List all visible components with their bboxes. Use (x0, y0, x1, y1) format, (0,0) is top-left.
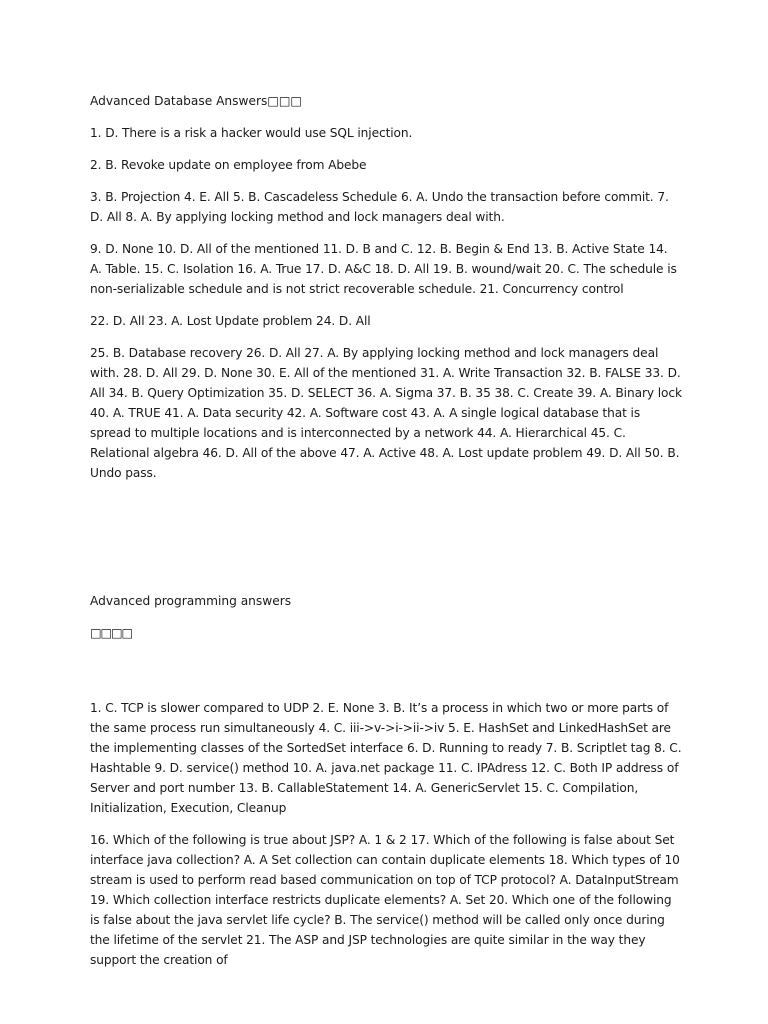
answer-paragraph: 3. B. Projection 4. E. All 5. B. Cascadeless Schedule 6. A. Undo the transaction before commit. 7. D. All 8. A. By applying locking method and lock managers deal with. (90, 190, 669, 224)
document-page (90, 91, 682, 982)
answer-paragraph: 22. D. All 23. A. Lost Update problem 24. D. All (90, 314, 371, 328)
answer-paragraph: 9. D. None 10. D. All of the mentioned 11. D. B and C. 12. B. Begin & End 13. B. Active State 14. A. Table. 15. C. Isolation 16. A. True 17. D. A&C 18. D. All 19. B. wound/wait 20. C. The schedule is non-serializable schedule and is not strict recoverable schedule. 21. Concurrency control (90, 242, 677, 296)
answer-paragraph: 2. B. Revoke update on employee from Abebe (90, 158, 367, 172)
spacer (90, 655, 682, 698)
answer-paragraph: 1. D. There is a risk a hacker would use SQL injection. (90, 126, 413, 140)
spacer (90, 495, 682, 591)
answer-paragraph: 16. Which of the following is true about JSP? A. 1 & 2 17. Which of the following is false about Set interface java collection? A. A Set collection can contain duplicate elements 18. Which types of 10 stream is used to perform read based communication on top of TCP protocol? A. DataInputStream 19. Which collection interface restricts duplicate elements? A. Set 20. Which one of the following is false about the java servlet life cycle? B. The service() method will be called only once during the lifetime of the servlet 21. The ASP and JSP technologies are quite similar in the way they support the creation of (90, 833, 680, 967)
answer-paragraph: 1. C. TCP is slower compared to UDP 2. E. None 3. B. It’s a process in which two or more parts of the same process run simultaneously 4. C. iii->v->i->ii->iv 5. E. HashSet and LinkedHashSet are the implementing classes of the SortedSet interface 6. D. Running to ready 7. B. Scriptlet tag 8. C. Hashtable 9. D. service() method 10. A. java.net package 11. C. IPAdress 12. C. Both IP address of Server and port number 13. B. CallableStatement 14. A. GenericServlet 15. C. Compilation, Initialization, Execution, Cleanup (90, 701, 682, 815)
section-title-database: Advanced Database Answers□□□ (90, 94, 302, 108)
answer-paragraph: 25. B. Database recovery 26. D. All 27. A. By applying locking method and lock managers deal with. 28. D. All 29. D. None 30. E. All of the mentioned 31. A. Write Transaction 32. B. FALSE 33. D. All 34. B. Query Optimization 35. D. SELECT 36. A. Sigma 37. B. 35 38. C. Create 39. A. Binary lock 40. A. TRUE 41. A. Data security 42. A. Software cost 43. A. A single logical database that is spread to multiple locations and is interconnected by a network 44. A. Hierarchical 45. C. Relational algebra 46. D. All of the above 47. A. Active 48. A. Lost update problem 49. D. All 50. B. Undo pass. (90, 346, 682, 480)
placeholder-glyphs: □□□□ (90, 626, 133, 640)
section-title-programming: Advanced programming answers (90, 594, 292, 608)
